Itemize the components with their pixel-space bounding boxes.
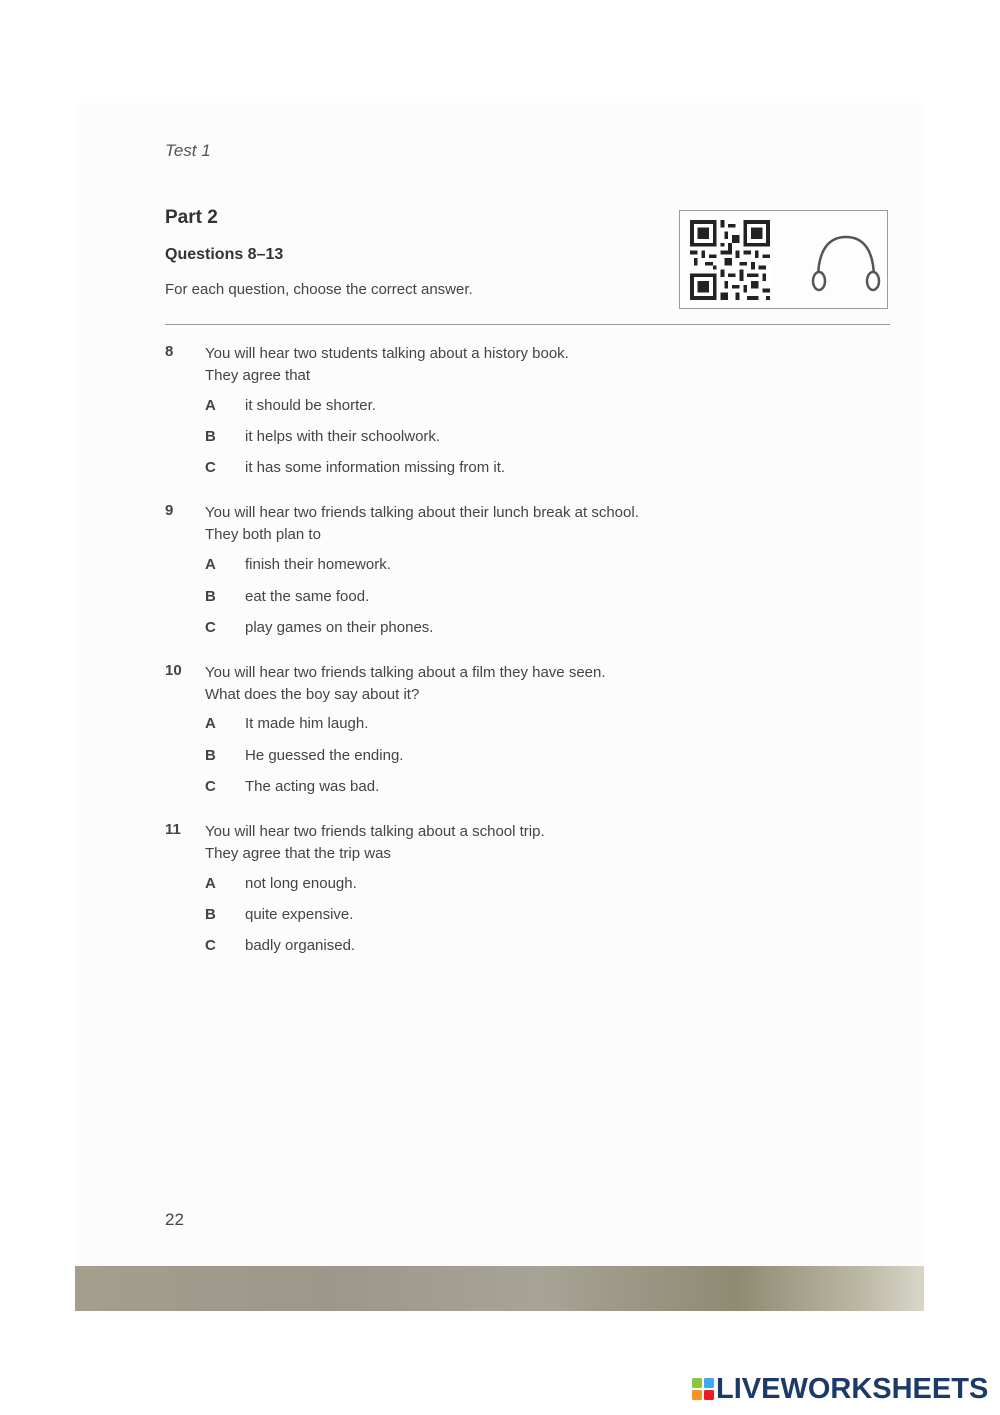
question-stem	[205, 662, 845, 706]
option-text: It made him laugh.	[245, 715, 369, 732]
option-letter: B	[205, 428, 216, 445]
option-text: finish their homework.	[245, 556, 391, 573]
question-number: 9	[165, 502, 174, 519]
option-text: badly organised.	[245, 937, 356, 954]
stem-line: They both plan to	[205, 526, 321, 543]
test-label: Test 1	[165, 141, 211, 160]
option-letter: C	[205, 778, 216, 795]
part-title: Part 2	[165, 207, 218, 228]
option-letter: A	[205, 556, 216, 573]
question-stem	[205, 343, 845, 387]
option-text: quite expensive.	[245, 906, 354, 923]
question-stem	[205, 821, 845, 865]
question-number: 8	[165, 343, 174, 360]
footer-band	[75, 1266, 924, 1311]
option-letter: B	[205, 906, 216, 923]
qr-code-icon[interactable]	[690, 220, 770, 300]
stem-line: You will hear two friends talking about a school trip.	[205, 823, 545, 840]
liveworksheets-logo-icon	[692, 1378, 714, 1400]
option-text: He guessed the ending.	[245, 747, 404, 764]
question-number: 11	[165, 821, 181, 838]
option-text: eat the same food.	[245, 588, 370, 605]
questions-range: Questions 8–13	[165, 246, 284, 263]
option-letter: C	[205, 937, 216, 954]
stem-line: You will hear two friends talking about their lunch break at school.	[205, 504, 639, 521]
stem-line: You will hear two friends talking about a film they have seen.	[205, 664, 606, 681]
option-letter: A	[205, 715, 216, 732]
option-text: it helps with their schoolwork.	[245, 428, 441, 445]
option-letter: C	[205, 619, 216, 636]
option-text: The acting was bad.	[245, 778, 380, 795]
header-divider	[165, 324, 890, 325]
page-number: 22	[165, 1210, 184, 1229]
option-text: it should be shorter.	[245, 397, 376, 414]
brand-name: LIVEWORKSHEETS	[716, 1373, 989, 1405]
option-letter: A	[205, 397, 216, 414]
option-text: it has some information missing from it.	[245, 459, 506, 476]
headphones-icon[interactable]	[808, 231, 884, 293]
stem-line: What does the boy say about it?	[205, 686, 420, 703]
option-text: play games on their phones.	[245, 619, 434, 636]
option-letter: C	[205, 459, 216, 476]
option-letter: B	[205, 588, 216, 605]
stem-line: They agree that the trip was	[205, 845, 391, 862]
question-stem	[205, 502, 845, 546]
instruction-text: For each question, choose the correct answer.	[165, 281, 473, 298]
option-text: not long enough.	[245, 875, 357, 892]
option-letter: A	[205, 875, 216, 892]
question-number: 10	[165, 662, 182, 679]
option-letter: B	[205, 747, 216, 764]
stem-line: You will hear two students talking about a history book.	[205, 345, 569, 362]
audio-box[interactable]	[679, 210, 888, 309]
stem-line: They agree that	[205, 367, 311, 384]
